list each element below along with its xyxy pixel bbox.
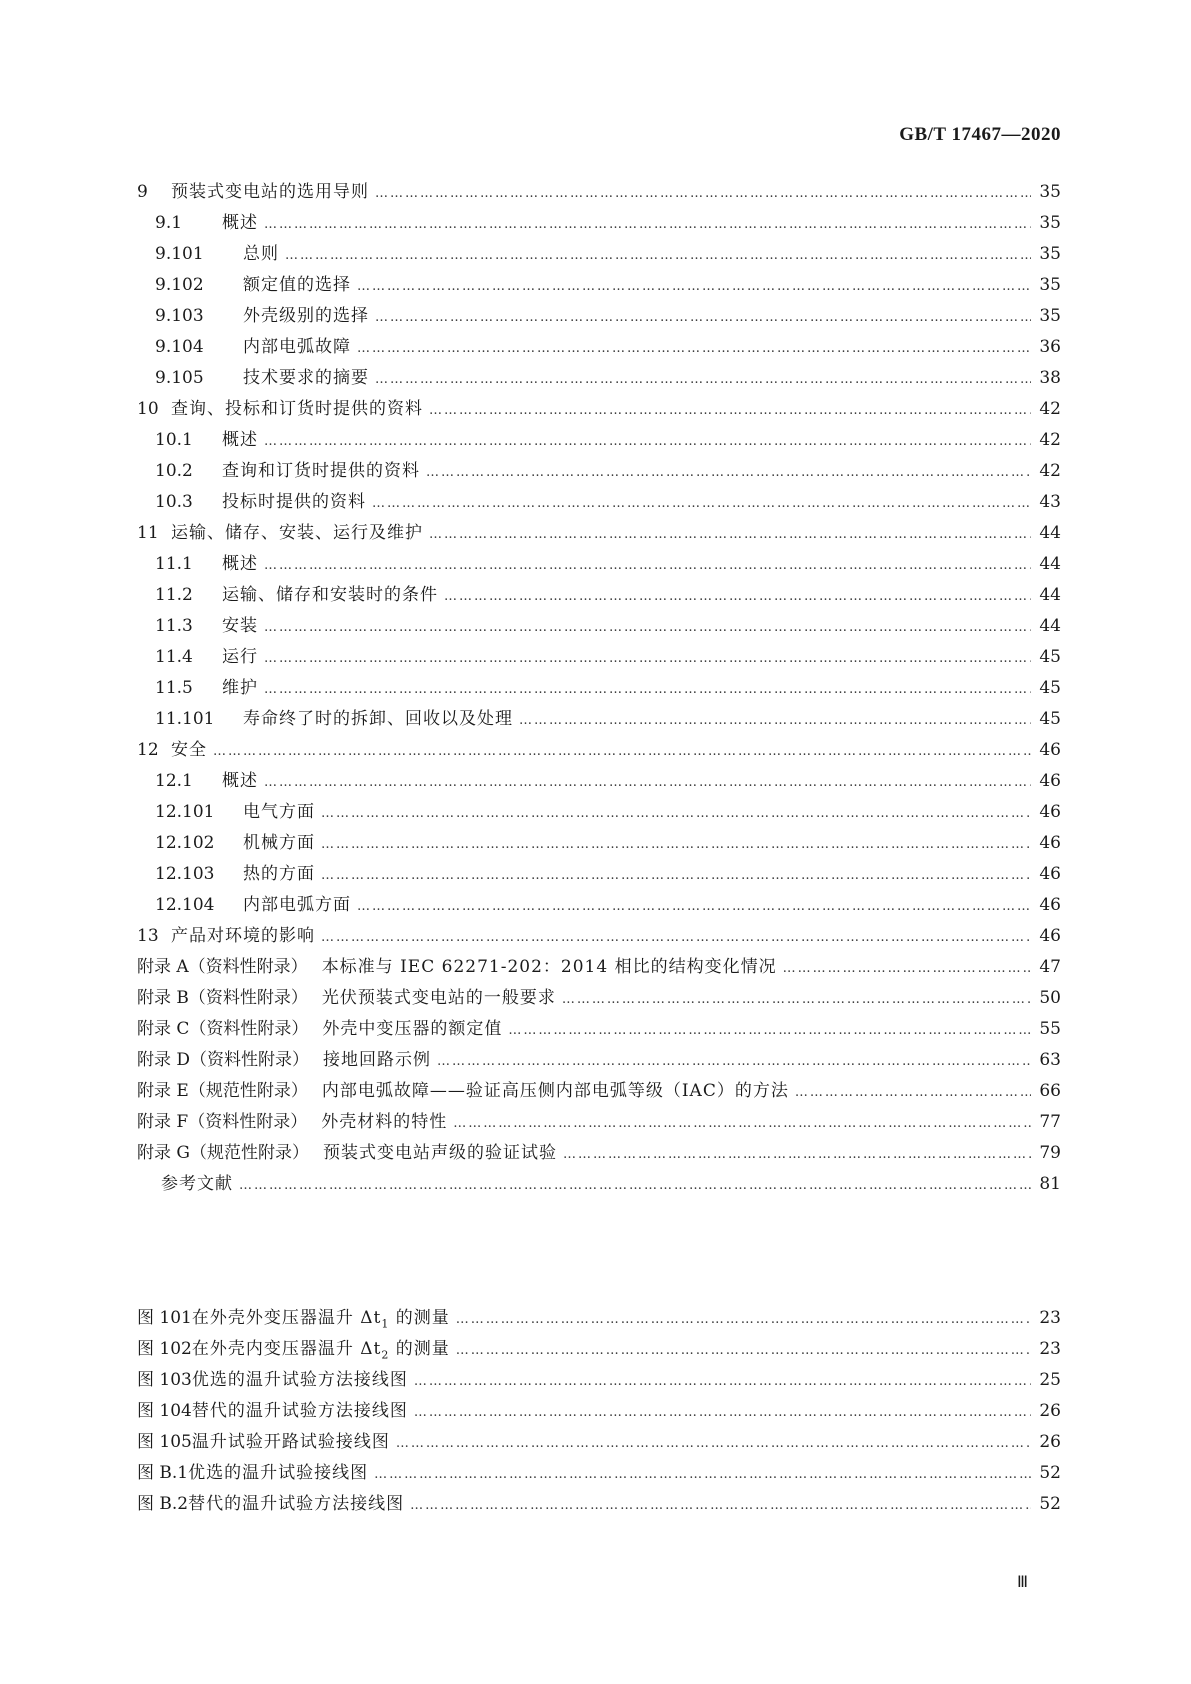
list-of-figures (137, 1303, 1061, 1520)
leader-dots (426, 457, 1031, 488)
toc-entry-number: 11.4 (155, 647, 193, 667)
toc-entry-number: 12.1 (155, 771, 193, 791)
leader-dots (783, 953, 1031, 984)
leader-dots (321, 798, 1031, 829)
figure-page: 23 (1039, 1308, 1061, 1328)
toc-entry-page: 77 (1039, 1112, 1061, 1132)
toc-entry-page: 46 (1039, 926, 1061, 946)
toc-entry-title: 运行 (222, 647, 258, 667)
toc-entry-page: 46 (1039, 740, 1061, 760)
toc-entry-page: 46 (1039, 864, 1061, 884)
figure-page: 52 (1039, 1494, 1061, 1514)
toc-entry-number: 11 (137, 523, 159, 543)
figure-title (192, 1427, 390, 1458)
leader-dots (429, 395, 1031, 426)
leader-dots (453, 1108, 1031, 1139)
figure-title-suffix: 的测量 (389, 1339, 450, 1359)
leader-dots (213, 736, 1031, 767)
leader-dots (795, 1077, 1031, 1108)
toc-entry-title: 概述 (222, 771, 258, 791)
leader-dots (562, 984, 1031, 1015)
leader-dots (321, 860, 1031, 891)
toc-entry-title: 安全 (171, 740, 207, 760)
toc-entry-number: 附录 A（资料性附录） (137, 957, 308, 977)
toc-entry-number: 11.5 (155, 678, 193, 698)
leader-dots (264, 643, 1031, 674)
figure-number: 图 102 (137, 1339, 192, 1359)
toc-entry-number: 9.103 (155, 306, 204, 326)
toc-entry-page: 45 (1039, 678, 1061, 698)
figure-entry[interactable] (137, 1334, 1061, 1365)
toc-entry-number: 12.102 (155, 833, 215, 853)
toc-entry-page: 50 (1039, 988, 1061, 1008)
toc-entry-title: 技术要求的摘要 (243, 368, 369, 388)
toc-entry[interactable] (137, 766, 1061, 797)
figure-number: 图 103 (137, 1370, 192, 1390)
toc-entry-number: 附录 E（规范性附录） (137, 1081, 308, 1101)
leader-dots (375, 364, 1031, 395)
leader-dots (357, 891, 1031, 922)
figure-title (192, 1365, 408, 1396)
figure-number: 图 B.1 (137, 1463, 189, 1483)
toc-entry-title: 寿命终了时的拆卸、回收以及处理 (243, 709, 513, 729)
toc-entry-title: 概述 (222, 213, 258, 233)
toc-entry-page: 46 (1039, 802, 1061, 822)
toc-entry[interactable] (137, 394, 1061, 425)
toc-entry-number: 9 (137, 182, 148, 202)
toc-entry[interactable] (137, 952, 1061, 983)
toc-entry[interactable] (137, 735, 1061, 766)
toc-entry[interactable] (137, 487, 1061, 518)
toc-entry-number: 附录 B（资料性附录） (137, 988, 308, 1008)
toc-entry-title: 内部电弧故障——验证高压侧内部电弧等级（IAC）的方法 (321, 1081, 789, 1101)
toc-entry-number: 11.2 (155, 585, 193, 605)
toc-entry-page: 35 (1039, 182, 1061, 202)
toc-entry-title: 预装式变电站的选用导则 (171, 182, 369, 202)
toc-entry[interactable] (137, 983, 1061, 1014)
toc-entry-number: 11.101 (155, 709, 215, 729)
figure-title-text: 在外壳外变压器温升 Δt (191, 1308, 382, 1328)
toc-entry-number: 9.1 (155, 213, 183, 233)
toc-entry[interactable] (137, 1107, 1061, 1138)
toc-entry-page: 35 (1039, 213, 1061, 233)
toc-entry-number: 12.101 (155, 802, 215, 822)
figure-page: 26 (1039, 1401, 1061, 1421)
toc-entry-page: 42 (1039, 430, 1061, 450)
toc-entry-number: 9.101 (155, 244, 204, 264)
toc-entry-title: 运输、储存、安装、运行及维护 (171, 523, 423, 543)
toc-entry-title: 机械方面 (243, 833, 315, 853)
toc-entry-title: 热的方面 (243, 864, 315, 884)
toc-entry-title: 内部电弧方面 (243, 895, 351, 915)
leader-dots (321, 922, 1031, 953)
leader-dots (429, 519, 1031, 550)
toc-entry-page: 43 (1039, 492, 1061, 512)
leader-dots (357, 271, 1031, 302)
toc-entry-title: 外壳中变压器的额定值 (322, 1019, 503, 1039)
figure-number: 图 101 (137, 1308, 192, 1328)
figure-title (188, 1489, 404, 1520)
toc-entry-page: 45 (1039, 709, 1061, 729)
table-of-contents (137, 177, 1061, 1200)
toc-entry-title: 本标准与 IEC 62271-202：2014 相比的结构变化情况 (321, 957, 777, 977)
toc-entry-title: 接地回路示例 (323, 1050, 432, 1070)
leader-dots (357, 333, 1031, 364)
toc-entry-page: 46 (1039, 833, 1061, 853)
toc-entry-title: 投标时提供的资料 (222, 492, 366, 512)
figure-title-text: 温升试验开路试验接线图 (191, 1432, 390, 1452)
toc-entry[interactable] (137, 456, 1061, 487)
leader-dots (374, 1459, 1031, 1490)
toc-entry[interactable] (137, 828, 1061, 859)
toc-entry-number: 11.3 (155, 616, 193, 636)
figure-number: 图 105 (137, 1432, 192, 1452)
toc-entry[interactable] (137, 332, 1061, 363)
leader-dots (456, 1335, 1031, 1366)
toc-entry-number: 9.104 (155, 337, 204, 357)
toc-entry-page: 44 (1039, 554, 1061, 574)
toc-entry-title: 光伏预装式变电站的一般要求 (321, 988, 556, 1008)
toc-entry-title: 产品对环境的影响 (171, 926, 315, 946)
toc-entry-title: 概述 (222, 554, 258, 574)
toc-entry-page: 63 (1039, 1050, 1061, 1070)
toc-entry-number: 9.102 (155, 275, 204, 295)
toc-entry[interactable] (137, 1014, 1061, 1045)
toc-entry[interactable] (137, 921, 1061, 952)
figure-entry[interactable] (137, 1365, 1061, 1396)
page-folio: Ⅲ (1017, 1574, 1029, 1591)
toc-entry-page: 46 (1039, 771, 1061, 791)
toc-entry-page: 79 (1039, 1143, 1061, 1163)
figure-title-suffix: 的测量 (389, 1308, 450, 1328)
toc-entry-page: 35 (1039, 275, 1061, 295)
leader-dots (444, 581, 1031, 612)
toc-entry[interactable] (137, 1076, 1061, 1107)
toc-entry[interactable] (137, 859, 1061, 890)
leader-dots (410, 1490, 1031, 1521)
leader-dots (239, 1170, 1031, 1201)
figure-entry[interactable] (137, 1396, 1061, 1427)
toc-entry-number: 附录 G（规范性附录） (137, 1143, 309, 1163)
figure-page: 26 (1039, 1432, 1061, 1452)
toc-entry-page: 44 (1039, 523, 1061, 543)
toc-entry-title: 查询和订货时提供的资料 (222, 461, 420, 481)
toc-entry[interactable] (137, 797, 1061, 828)
figure-title (188, 1458, 368, 1489)
toc-entry-title: 维护 (222, 678, 258, 698)
toc-entry-title: 内部电弧故障 (243, 337, 351, 357)
leader-dots (414, 1366, 1031, 1397)
toc-entry[interactable] (137, 549, 1061, 580)
figure-page: 23 (1039, 1339, 1061, 1359)
toc-entry[interactable] (137, 239, 1061, 270)
toc-entry-title: 预装式变电站声级的验证试验 (322, 1143, 557, 1163)
toc-entry-page: 35 (1039, 244, 1061, 264)
figure-number: 图 104 (137, 1401, 192, 1421)
figure-entry[interactable] (137, 1303, 1061, 1334)
figure-title-text: 替代的温升试验方法接线图 (191, 1401, 408, 1421)
leader-dots (456, 1304, 1031, 1335)
toc-entry-number: 12 (137, 740, 159, 760)
leader-dots (563, 1139, 1031, 1170)
toc-entry[interactable] (137, 208, 1061, 239)
toc-entry-page: 81 (1039, 1174, 1061, 1194)
standard-code: GB/T 17467—2020 (899, 124, 1061, 145)
toc-entry[interactable] (137, 425, 1061, 456)
leader-dots (264, 674, 1031, 705)
figure-title-subscript: 1 (381, 1317, 390, 1331)
leader-dots (285, 240, 1031, 271)
toc-entry-page: 42 (1039, 399, 1061, 419)
leader-dots (321, 829, 1031, 860)
toc-entry[interactable] (137, 704, 1061, 735)
toc-entry[interactable] (137, 890, 1061, 921)
leader-dots (264, 767, 1031, 798)
toc-entry-number: 11.1 (155, 554, 193, 574)
toc-entry-number: 10.1 (155, 430, 193, 450)
toc-entry-number: 10 (137, 399, 159, 419)
toc-entry-number: 12.104 (155, 895, 215, 915)
toc-entry-number: 附录 D（资料性附录） (137, 1050, 310, 1070)
leader-dots (437, 1046, 1031, 1077)
toc-entry-page: 44 (1039, 616, 1061, 636)
toc-entry[interactable] (137, 177, 1061, 208)
toc-entry-page: 44 (1039, 585, 1061, 605)
figure-title-text: 替代的温升试验方法接线图 (188, 1494, 405, 1514)
leader-dots (264, 550, 1031, 581)
toc-entry[interactable] (137, 270, 1061, 301)
toc-entry-title: 总则 (243, 244, 279, 264)
toc-entry-title: 查询、投标和订货时提供的资料 (171, 399, 423, 419)
toc-entry[interactable] (137, 1045, 1061, 1076)
toc-entry-page: 42 (1039, 461, 1061, 481)
toc-entry-title: 额定值的选择 (243, 275, 351, 295)
toc-entry-page: 47 (1039, 957, 1061, 977)
toc-entry-page: 36 (1039, 337, 1061, 357)
toc-entry-title: 运输、储存和安装时的条件 (222, 585, 438, 605)
figure-title-subscript: 2 (381, 1348, 390, 1362)
figure-number: 图 B.2 (137, 1494, 189, 1514)
toc-entry-title: 外壳级别的选择 (243, 306, 369, 326)
toc-entry-title: 外壳材料的特性 (321, 1112, 448, 1132)
toc-entry[interactable] (137, 611, 1061, 642)
figure-page: 25 (1039, 1370, 1061, 1390)
toc-entry[interactable] (137, 1169, 1061, 1200)
toc-entry-title: 概述 (222, 430, 258, 450)
toc-entry-title: 参考文献 (161, 1174, 233, 1194)
toc-entry-number: 9.105 (155, 368, 204, 388)
figure-title (192, 1396, 408, 1427)
leader-dots (396, 1428, 1031, 1459)
toc-entry-page: 55 (1039, 1019, 1061, 1039)
toc-entry-number: 10.2 (155, 461, 193, 481)
toc-entry[interactable] (137, 642, 1061, 673)
leader-dots (372, 488, 1031, 519)
toc-entry-title: 电气方面 (243, 802, 315, 822)
leader-dots (519, 705, 1031, 736)
toc-entry-page: 66 (1039, 1081, 1061, 1101)
leader-dots (264, 209, 1031, 240)
toc-entry-page: 46 (1039, 895, 1061, 915)
toc-entry-page: 35 (1039, 306, 1061, 326)
figure-page: 52 (1039, 1463, 1061, 1483)
figure-title-text: 在外壳内变压器温升 Δt (191, 1339, 382, 1359)
leader-dots (375, 178, 1031, 209)
leader-dots (508, 1015, 1031, 1046)
leader-dots (375, 302, 1031, 333)
toc-entry-number: 附录 C（资料性附录） (137, 1019, 309, 1039)
leader-dots (264, 426, 1031, 457)
figure-title-text: 优选的温升试验接线图 (188, 1463, 369, 1483)
toc-entry[interactable] (137, 363, 1061, 394)
toc-entry-page: 45 (1039, 647, 1061, 667)
figure-entry[interactable] (137, 1427, 1061, 1458)
toc-entry[interactable] (137, 301, 1061, 332)
toc-entry-number: 10.3 (155, 492, 193, 512)
toc-entry-number: 12.103 (155, 864, 215, 884)
toc-entry[interactable] (137, 580, 1061, 611)
toc-entry[interactable] (137, 673, 1061, 704)
toc-entry-title: 安装 (222, 616, 258, 636)
figure-title-text: 优选的温升试验方法接线图 (191, 1370, 408, 1390)
toc-entry-number: 13 (137, 926, 159, 946)
figure-entry[interactable] (137, 1489, 1061, 1520)
leader-dots (264, 612, 1031, 643)
toc-entry[interactable] (137, 1138, 1061, 1169)
toc-entry-page: 38 (1039, 368, 1061, 388)
toc-entry-number: 附录 F（资料性附录） (137, 1112, 308, 1132)
toc-entry[interactable] (137, 518, 1061, 549)
leader-dots (414, 1397, 1031, 1428)
figure-entry[interactable] (137, 1458, 1061, 1489)
